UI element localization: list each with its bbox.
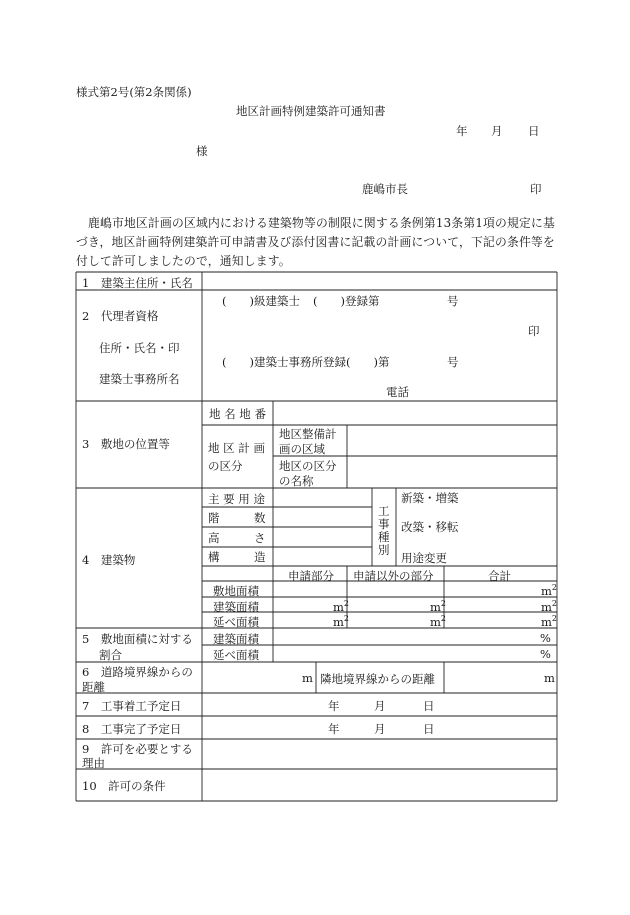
field-permit-conditions[interactable]: [204, 770, 555, 800]
label-road-distance-1: 6 道路境界線からの: [82, 665, 193, 679]
label-district-plan-area-1: 地区整備計: [279, 427, 337, 441]
document-title: 地区計画特例建築許可通知書: [236, 104, 386, 118]
unit-superscript: 2: [551, 599, 557, 608]
label-plan-zone-1: 地 区 計 画: [208, 441, 265, 455]
label-main-use: 主 要 用 途: [208, 492, 265, 506]
label-structure: 構 造: [208, 550, 266, 564]
unit-text: m: [333, 599, 344, 614]
label-work-type-2: 事: [378, 517, 390, 531]
field-owner-address-name[interactable]: [204, 273, 555, 289]
field-permit-reason[interactable]: [204, 740, 555, 768]
unit-superscript: 2: [343, 599, 349, 608]
label-agent-qualification: 2 代理者資格: [82, 309, 159, 323]
unit-text: m: [541, 599, 552, 614]
label-site-ratio-1: 5 敷地面積に対する: [82, 632, 193, 646]
completion-date-day: 日: [423, 722, 435, 736]
unit-text: m: [430, 599, 441, 614]
unit-superscript: 2: [343, 614, 349, 623]
label-district-division-1: 地区の区分: [279, 459, 337, 473]
label-work-type-1: 工: [378, 504, 390, 518]
label-height: 高 さ: [208, 531, 266, 545]
label-permit-reason-2: 理由: [82, 756, 105, 770]
addressee-suffix: 様: [196, 144, 208, 158]
office-registration-suffix: 号: [447, 355, 459, 369]
body-line-2: づき，地区計画特例建築許可申請書及び添付図書に記載の計画について，下記の条件等を: [76, 235, 555, 249]
unit-building-area-total: [541, 599, 557, 614]
label-coverage-ratio: 建築面積: [213, 632, 259, 646]
issuer-seal: 印: [530, 182, 542, 196]
label-floor-ratio: 延べ面積: [213, 648, 259, 662]
issuer-name: 鹿嶋市長: [362, 182, 408, 196]
label-work-type-3: 種: [378, 530, 390, 544]
completion-date-year: 年: [328, 722, 340, 736]
unit-road-distance: m: [302, 671, 313, 685]
col-header-other: 申請以外の部分: [353, 569, 434, 583]
office-registration[interactable]: ( )建築士事務所登録( )第: [222, 355, 390, 369]
unit-site-area-total: [541, 583, 557, 598]
label-completion-date: 8 工事完了予定日: [82, 722, 182, 736]
label-site-ratio-2: 割合: [99, 648, 122, 662]
architect-class[interactable]: ( )級建築士: [222, 294, 300, 308]
architect-registration-suffix: 号: [447, 294, 459, 308]
agent-phone[interactable]: 電話: [386, 385, 409, 399]
unit-text: m: [541, 614, 552, 629]
label-permit-conditions: 10 許可の条件: [82, 779, 166, 793]
start-date-month: 月: [374, 699, 386, 713]
label-building-area: 建築面積: [213, 600, 259, 614]
start-date-day: 日: [423, 699, 435, 713]
agent-seal: 印: [528, 324, 540, 338]
unit-building-area-other: [430, 599, 446, 614]
unit-superscript: 2: [440, 599, 446, 608]
form-number: 様式第2号(第2条関係): [76, 85, 192, 99]
label-site-area: 敷地面積: [213, 584, 259, 598]
work-option-new-addition[interactable]: 新築・増築: [401, 491, 459, 505]
col-header-apply: 申請部分: [288, 569, 334, 583]
col-header-total: 合計: [488, 569, 511, 583]
unit-floor-area-total: [541, 614, 557, 629]
start-date-year: 年: [328, 699, 340, 713]
unit-neighbor-distance: m: [544, 671, 555, 685]
label-start-date: 7 工事着工予定日: [82, 699, 182, 713]
architect-registration[interactable]: ( )登録第: [313, 294, 380, 308]
label-agent-office: 建築士事務所名: [99, 372, 180, 386]
unit-building-area-apply: [333, 599, 349, 614]
label-district-plan-area-2: 画の区域: [279, 442, 325, 456]
date-month: 月: [491, 124, 503, 138]
label-plan-zone-2: の区分: [208, 459, 243, 473]
unit-floor-area-other: [430, 614, 446, 629]
completion-date-month: 月: [374, 722, 386, 736]
label-site-location: 3 敷地の位置等: [82, 437, 170, 451]
field-place-name[interactable]: [275, 402, 556, 424]
unit-superscript: 2: [551, 614, 557, 623]
date-day: 日: [528, 124, 540, 138]
label-neighbor-distance: 隣地境界線からの距離: [320, 672, 435, 686]
label-work-type-4: 別: [378, 543, 390, 557]
unit-superscript: 2: [440, 614, 446, 623]
label-building: 4 建築物: [82, 553, 136, 567]
label-floor-area: 延べ面積: [213, 615, 259, 629]
work-option-use-change[interactable]: 用途変更: [401, 551, 447, 565]
unit-text: m: [430, 614, 441, 629]
body-line-3: 付して許可しましたので，通知します。: [76, 254, 291, 268]
work-option-rebuild-relocate[interactable]: 改築・移転: [401, 520, 459, 534]
unit-percent-floor: %: [540, 647, 551, 661]
unit-percent-coverage: %: [540, 631, 551, 645]
date-year: 年: [456, 124, 468, 138]
unit-text: m: [541, 583, 552, 598]
body-line-1: 鹿嶋市地区計画の区域内における建築物等の制限に関する条例第13条第1項の規定に基: [88, 216, 556, 230]
unit-text: m: [333, 614, 344, 629]
label-owner-address-name: 1 建築主住所・氏名: [82, 276, 193, 290]
label-permit-reason-1: 9 許可を必要とする: [82, 742, 193, 756]
label-agent-address: 住所・氏名・印: [99, 341, 180, 355]
unit-superscript: 2: [551, 583, 557, 592]
unit-floor-area-apply: [333, 614, 349, 629]
label-place-name: 地 名 地 番: [209, 407, 266, 421]
label-road-distance-2: 距離: [82, 680, 105, 694]
label-floors: 階 数: [208, 511, 266, 525]
label-district-division-2: の名称: [279, 474, 314, 488]
